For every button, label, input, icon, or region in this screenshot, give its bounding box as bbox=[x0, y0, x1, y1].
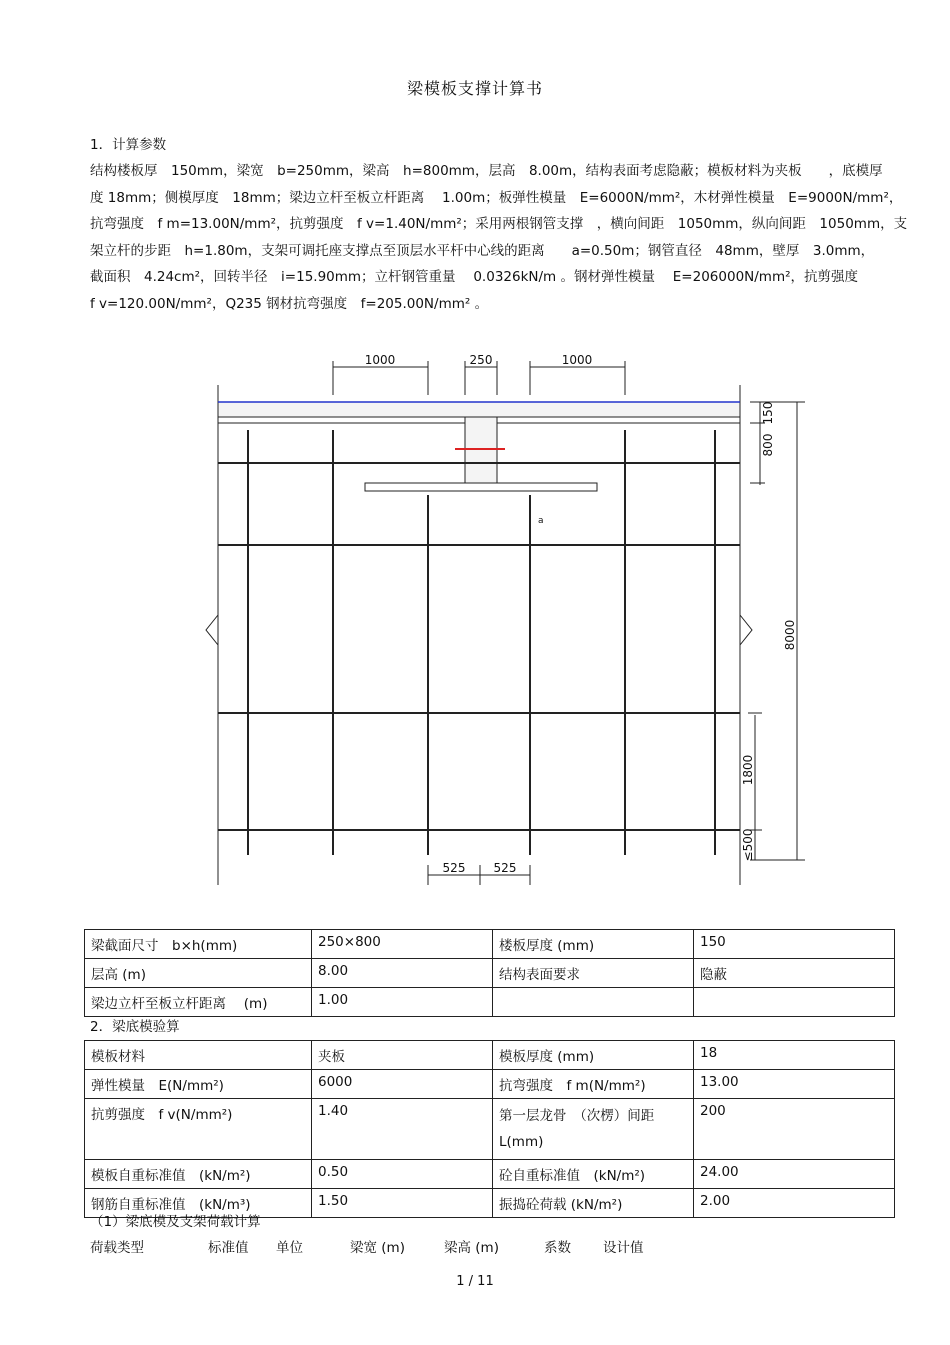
params-table bbox=[84, 929, 895, 1017]
table-cell: 2.00 bbox=[694, 1189, 895, 1218]
dim-offset: a bbox=[538, 516, 544, 526]
table-row bbox=[85, 1041, 895, 1070]
table-cell: 1.00 bbox=[312, 988, 493, 1017]
params-line: 抗弯强度 f m=13.00N/mm²，抗剪强度 f v=1.40N/mm²；采用两根钢管支撑 ，横向间距 1050mm，纵向间距 1050mm，支 bbox=[90, 216, 908, 232]
table-cell: 8.00 bbox=[312, 959, 493, 988]
table-cell: 振捣砼荷载 (kN/m²) bbox=[493, 1189, 694, 1218]
table-cell: 模板自重标准值 (kN/m²) bbox=[85, 1160, 312, 1189]
table-cell: 250×800 bbox=[312, 930, 493, 959]
document-title: 梁模板支撑计算书 bbox=[406, 79, 543, 98]
subsection-heading-load: （1）梁底模及支架荷载计算 bbox=[90, 1214, 261, 1230]
params-paragraph bbox=[90, 158, 908, 317]
table-cell: 钢筋自重标准值 (kN/m³) bbox=[85, 1189, 312, 1218]
dim-top-mid: 250 bbox=[469, 353, 493, 367]
params-line: f v=120.00N/mm²，Q235 钢材抗弯强度 f=205.00N/mm² 。 bbox=[90, 295, 489, 312]
table-cell: 结构表面要求 bbox=[493, 959, 694, 988]
table-cell: 18 bbox=[694, 1041, 895, 1070]
dim-top-left: 1000 bbox=[364, 353, 396, 367]
load-header-width: 梁宽 (m) bbox=[350, 1240, 405, 1256]
dim-beam: 800 bbox=[761, 433, 775, 457]
table-row bbox=[85, 959, 895, 988]
table-cell: 200 bbox=[694, 1099, 895, 1160]
table-cell: 抗弯强度 f m(N/mm²) bbox=[493, 1070, 694, 1099]
section-heading-beam-bottom: 2．梁底模验算 bbox=[90, 1019, 180, 1035]
load-header-design: 设计值 bbox=[603, 1240, 644, 1256]
table-cell bbox=[694, 988, 895, 1017]
formwork-table bbox=[84, 1040, 895, 1218]
table-cell: 模板厚度 (mm) bbox=[493, 1041, 694, 1070]
params-line: 结构楼板厚 150mm，梁宽 b=250mm，梁高 h=800mm，层高 8.00m，结构表面考虑隐蔽；模板材料为夹板 ，底模厚 bbox=[90, 163, 883, 179]
dim-bottom: ≤500 bbox=[741, 828, 755, 862]
table-cell: 梁边立杆至板立杆距离 (m) bbox=[85, 988, 312, 1017]
table-cell: 第一层龙骨 （次楞）间距 L(mm) bbox=[493, 1099, 694, 1160]
params-line: 度 18mm；侧模厚度 18mm；梁边立杆至板立杆距离 1.00m；板弹性模量 E=6000N/mm²，木材弹性模量 E=9000N/mm²， bbox=[90, 189, 903, 206]
params-line: 架立杆的步距 h=1.80m，支架可调托座支撑点至顶层水平杆中心线的距离 a=0.50m；钢管直径 48mm，壁厚 3.0mm， bbox=[90, 242, 875, 259]
table-cell: 13.00 bbox=[694, 1070, 895, 1099]
table-cell bbox=[493, 988, 694, 1017]
page-number: 1 / 11 bbox=[456, 1274, 494, 1289]
table-row bbox=[85, 930, 895, 959]
table-cell: 模板材料 bbox=[85, 1041, 312, 1070]
table-cell: 1.50 bbox=[312, 1189, 493, 1218]
dim-height: 8000 bbox=[783, 619, 797, 651]
dim-step: 1800 bbox=[741, 754, 755, 786]
table-row bbox=[85, 1099, 895, 1160]
table-cell: 弹性模量 E(N/mm²) bbox=[85, 1070, 312, 1099]
table-cell: 砼自重标准值 (kN/m²) bbox=[493, 1160, 694, 1189]
table-cell: 6000 bbox=[312, 1070, 493, 1099]
table-cell: 0.50 bbox=[312, 1160, 493, 1189]
table-row bbox=[85, 1160, 895, 1189]
load-header-standard: 标准值 bbox=[208, 1240, 249, 1256]
formwork-support-drawing bbox=[200, 345, 820, 890]
table-cell: 抗剪强度 f v(N/mm²) bbox=[85, 1099, 312, 1160]
load-header-height: 梁高 (m) bbox=[444, 1240, 499, 1256]
load-header-unit: 单位 bbox=[276, 1240, 303, 1256]
table-cell: 层高 (m) bbox=[85, 959, 312, 988]
dim-slab: 150 bbox=[761, 401, 775, 425]
dim-top-right: 1000 bbox=[561, 353, 593, 367]
table-cell: 150 bbox=[694, 930, 895, 959]
table-cell: 1.40 bbox=[312, 1099, 493, 1160]
dim-spacing-left: 525 bbox=[442, 861, 466, 875]
load-header-factor: 系数 bbox=[544, 1240, 571, 1256]
table-row bbox=[85, 1070, 895, 1099]
section-heading-params: 1．计算参数 bbox=[90, 137, 167, 153]
table-row bbox=[85, 988, 895, 1017]
table-cell: 隐蔽 bbox=[694, 959, 895, 988]
table-cell: 夹板 bbox=[312, 1041, 493, 1070]
table-cell: 梁截面尺寸 b×h(mm) bbox=[85, 930, 312, 959]
params-line: 截面积 4.24cm²，回转半径 i=15.90mm；立杆钢管重量 0.0326kN/m 。钢材弹性模量 E=206000N/mm²，抗剪强度 bbox=[90, 269, 859, 285]
table-cell: 楼板厚度 (mm) bbox=[493, 930, 694, 959]
load-header-type: 荷载类型 bbox=[90, 1240, 144, 1256]
dim-spacing-right: 525 bbox=[493, 861, 517, 875]
table-cell: 24.00 bbox=[694, 1160, 895, 1189]
